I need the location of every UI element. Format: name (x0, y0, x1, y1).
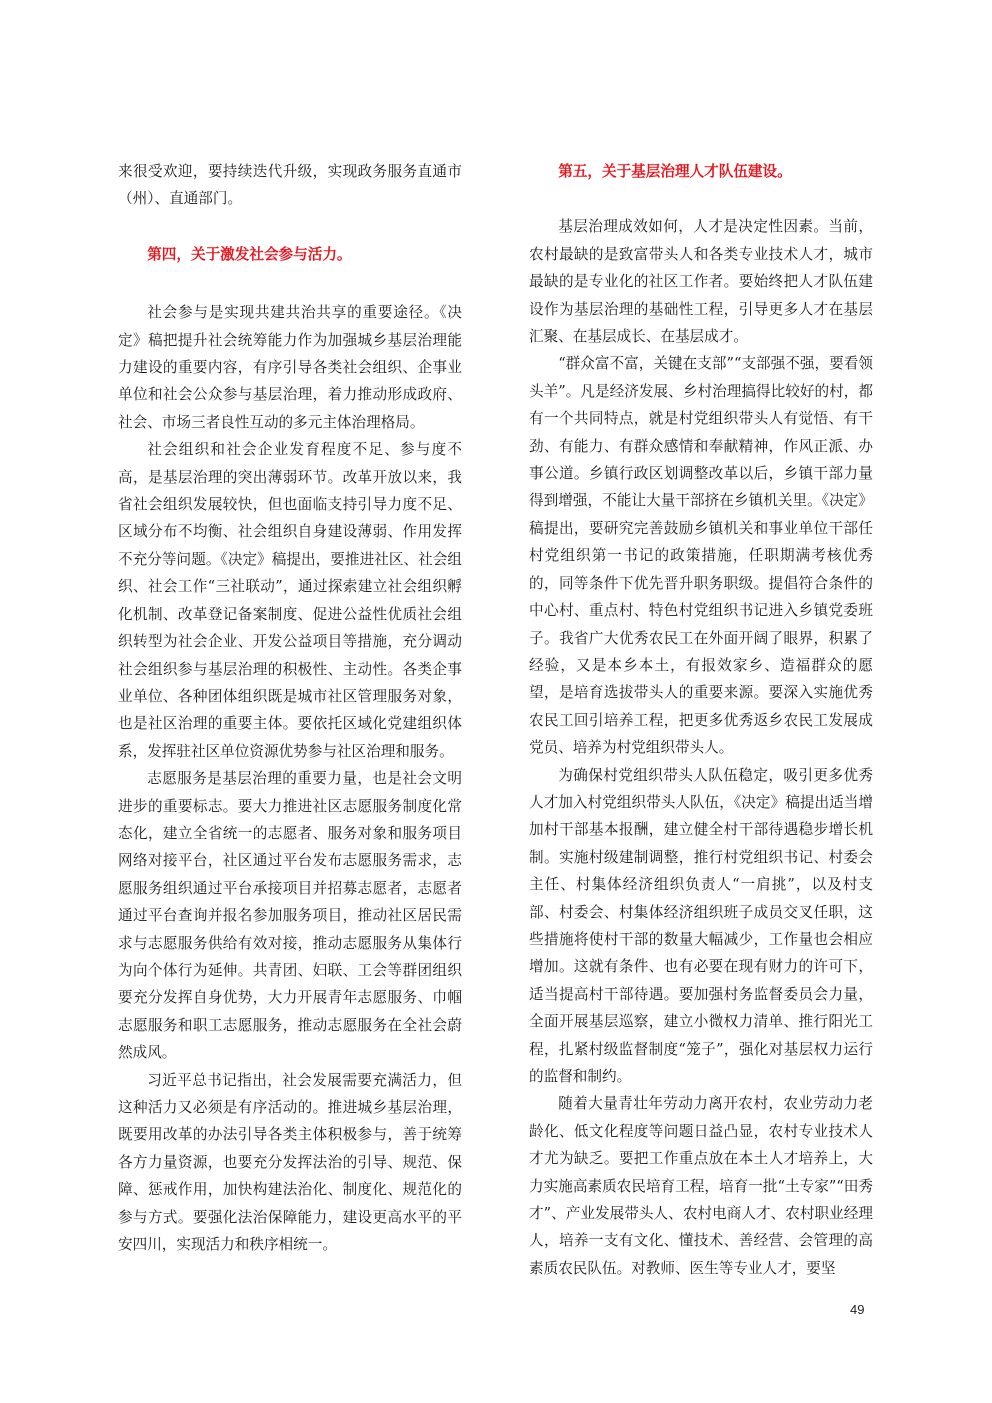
body-paragraph: 志愿服务是基层治理的重要力量，也是社会文明进步的重要标志。要大力推进社区志愿服务制度化常态化，建立全省统一的志愿者、服务对象和服务项目网络对接平台，社区通过平台发布志愿服务需求，志愿服务组织通过平台承接项目并招募志愿者，志愿者通过平台查询并报名参加服务项目，推动社区居民需求与志愿服务供给有效对接，推动志愿服务从集体行为向个体行为延伸。共青团、妇联、工会等群团组织要充分发挥自身优势，大力开展青年志愿服务、巾帼志愿服务和职工志愿服务，推动志愿服务在全社会蔚然成风。 (118, 770, 462, 1062)
section-heading-5: 第五，关于基层治理人才队伍建设。 (558, 163, 792, 180)
body-paragraph: 社会组织和社会企业发育程度不足、参与度不高，是基层治理的突出薄弱环节。改革开放以来，我省社会组织发展较快，但也面临支持引导力度不足、区域分布不均衡、社会组织自身建设薄弱、作用发挥不充分等问题。《决定》稿提出，要推进社区、社会组织、社会工作“三社联动”，通过探索建立社会组织孵化机制、改革登记备案制度、促进公益性优质社会组织转型为社会企业、开发公益项目等措施，充分调动社会组织参与基层治理的积极性、主动性。各类企事业单位、各种团体组织既是城市社区管理服务对象，也是社区治理的重要主体。要依托区域化党建组织体系，发挥驻社区单位资源优势参与社区治理和服务。 (118, 441, 462, 760)
body-paragraph: 基层治理成效如何，人才是决定性因素。当前，农村最缺的是致富带头人和各类专业技术人才，城市最缺的是专业化的社区工作者。要始终把人才队伍建设作为基层治理的基础性工程，引导更多人才在基层汇聚、在基层成长、在基层成才。 (529, 218, 873, 346)
section-heading-4: 第四，关于激发社会参与活力。 (147, 245, 352, 263)
body-paragraph: 社会参与是实现共建共治共享的重要途径。《决定》稿把提升社会统筹能力作为加强城乡基层治理能力建设的重要内容，有序引导各类社会组织、企事业单位和社会公众参与基层治理，着力推动形成政府、社会、市场三者良性互动的多元主体治理格局。 (118, 304, 462, 431)
body-paragraph: 为确保村党组织带头人队伍稳定，吸引更多优秀人才加入村党组织带头人队伍，《决定》稿提出适当增加村干部基本报酬，建立健全村干部待遇稳步增长机制。实施村级建制调整，推行村党组织书记、村委会主任、村集体经济组织负责人“一肩挑”，以及村支部、村委会、村集体经济组织班子成员交叉任职，这些措施将使村干部的数量大幅减少，工作量也会相应增加。这就有条件、也有必要在现有财力的许可下，适当提高村干部待遇。要加强村务监督委员会力量，全面开展基层巡察，建立小微权力清单、推行阳光工程，扎紧村级监督制度“笼子”，强化对基层权力运行的监督和制约。 (529, 766, 873, 1085)
left-column (118, 158, 462, 1258)
continued-paragraph: 来很受欢迎，要持续迭代升级，实现政务服务直通市（州）、直通部门。 (118, 163, 462, 208)
page-number: 49 (850, 1302, 865, 1317)
body-paragraph: 随着大量青壮年劳动力离开农村，农业劳动力老龄化、低文化程度等问题日益凸显，农村专业技术人才尤为缺乏。要把工作重点放在本土人才培养上，大力实施高素质农民培育工程，培育一批“土专家”“田秀才”、产业发展带头人、农村电商人才、农村职业经理人，培养一支有文化、懂技术、善经营、会管理的高素质农民队伍。对教师、医生等专业人才，要坚 (529, 1095, 873, 1277)
right-column (529, 158, 873, 1282)
body-paragraph: 习近平总书记指出，社会发展需要充满活力，但这种活力又必须是有序活动的。推进城乡基层治理，既要用改革的办法引导各类主体积极参与，善于统筹各方力量资源，也要充分发挥法治的引导、规范、保障、惩戒作用，加快构建法治化、制度化、规范化的参与方式。要强化法治保障能力，建设更高水平的平安四川，实现活力和秩序相统一。 (118, 1071, 462, 1254)
body-paragraph: “群众富不富，关键在支部”“支部强不强，要看领头羊”。凡是经济发展、乡村治理搞得比较好的村，都有一个共同特点，就是村党组织带头人有觉悟、有干劲、有能力、有群众感情和奉献精神，作风正派、办事公道。乡镇行政区划调整改革以后，乡镇干部力量得到增强，不能让大量干部挤在乡镇机关里。《决定》稿提出，要研究完善鼓励乡镇机关和事业单位干部任村党组织第一书记的政策措施，任职期满考核优秀的，同等条件下优先晋升职务职级。提倡符合条件的中心村、重点村、特色村党组织书记进入乡镇党委班子。我省广大优秀农民工在外面开阔了眼界，积累了经验，又是本乡本土，有报效家乡、造福群众的愿望，是培育选拔带头人的重要来源。要深入实施优秀农民工回引培养工程，把更多优秀返乡农民工发展成党员、培养为村党组织带头人。 (529, 355, 873, 757)
